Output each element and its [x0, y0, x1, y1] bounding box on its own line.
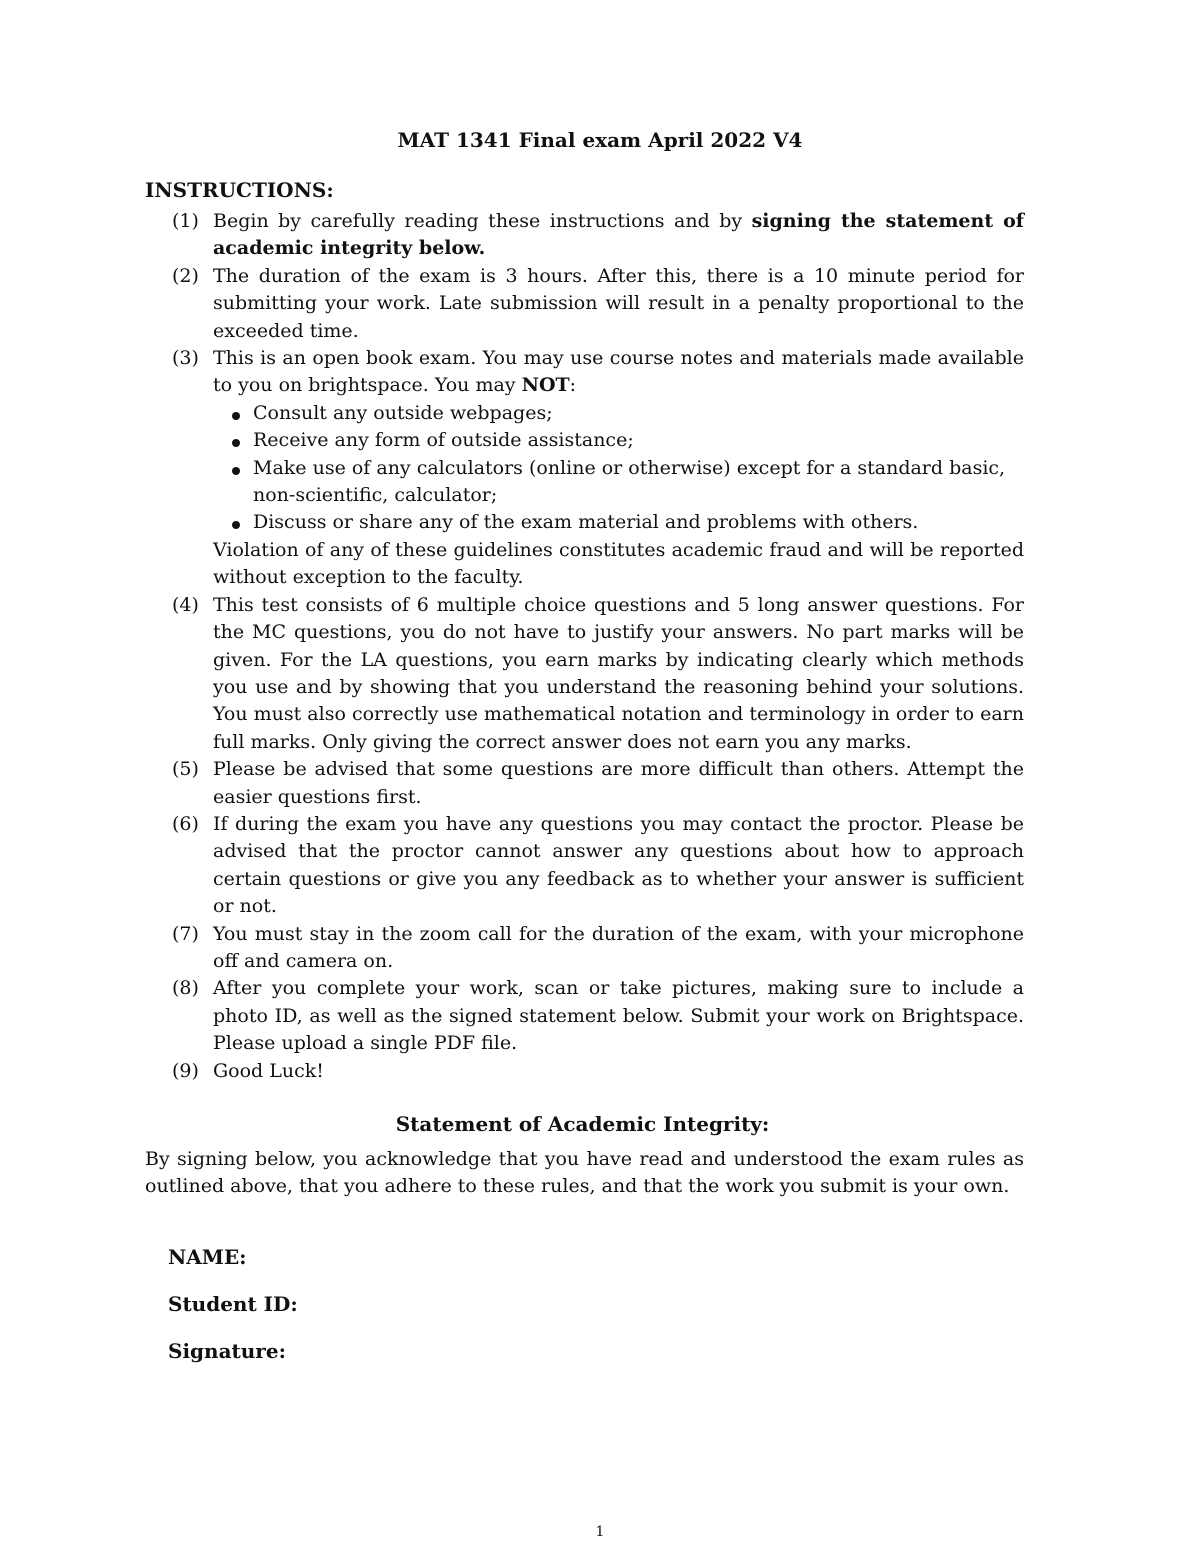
instruction-item: (1) Begin by carefully reading these instructions and by signing the statement of academic integrity below.	[172, 210, 1024, 260]
instructions-list	[172, 208, 1024, 1085]
instruction-text: You must stay in the zoom call for the duration of the exam, with your microphone off and camera on.	[213, 922, 1024, 972]
instruction-number: (7)	[172, 922, 199, 945]
student-id-field-label: Student ID:	[168, 1292, 298, 1316]
instruction-text: If during the exam you have any questions you may contact the proctor. Please be advised that the proctor cannot answer any questions about how to approach certain questions or give you any feedback as to whether your answer is sufficient or not.	[213, 812, 1024, 918]
instruction-number: (6)	[172, 812, 199, 835]
instruction-number: (2)	[172, 264, 199, 287]
instruction-number: (1)	[172, 210, 199, 232]
list-item: Consult any outside webpages;	[213, 400, 1024, 427]
signature-field-label: Signature:	[168, 1339, 286, 1363]
list-item: Make use of any calculators (online or otherwise) except for a standard basic, non-scientific, calculator;	[213, 455, 1024, 510]
instruction-number: (9)	[172, 1059, 199, 1082]
instruction-item	[172, 921, 1024, 976]
instruction-item	[172, 592, 1024, 756]
instruction-item: (3) This is an open book exam. You may use course notes and materials made available to you on brightspace. You may NOT: Consult any outside webpages; Receive any form of outside assistance; Make use of any calculators (online or otherwise) except for a standard basic, non-scientific, calculator; Discuss or share any of the exam material and problems with others. Violation of any of these guidelines constitutes academic fraud and will be reported without exception to the faculty.	[172, 345, 1024, 592]
instruction-item	[172, 263, 1024, 345]
restrictions-list	[213, 400, 1024, 537]
instructions-heading: INSTRUCTIONS:	[145, 178, 334, 202]
statement-text: By signing below, you acknowledge that you have read and understood the exam rules as outlined above, that you adhere to these rules, and that the work you submit is your own.	[145, 1148, 1024, 1198]
instruction-item	[172, 1058, 1024, 1085]
instruction-text: Good Luck!	[213, 1059, 324, 1082]
page-title: MAT 1341 Final exam April 2022 V4	[397, 128, 803, 152]
instruction-item	[172, 975, 1024, 1057]
instruction-text: The duration of the exam is 3 hours. After this, there is a 10 minute period for submitting your work. Late submission will result in a penalty proportional to the exceeded time.	[213, 264, 1024, 342]
name-field-label: NAME:	[168, 1245, 247, 1269]
instruction-text: After you complete your work, scan or take pictures, making sure to include a photo ID, as well as the signed statement below. Submit your work on Brightspace. Please upload a single PDF file.	[213, 977, 1024, 1055]
instruction-text: This test consists of 6 multiple choice questions and 5 long answer questions. For the MC questions, you do not have to justify your answers. No part marks will be given. For the LA questions, you earn marks by indicating clearly which methods you use and by showing that you understand the reasoning behind your solutions. You must also correctly use mathematical notation and terminology in order to earn full marks. Only giving the correct answer does not earn you any marks.	[213, 593, 1024, 753]
list-item: Discuss or share any of the exam material and problems with others.	[213, 509, 1024, 536]
instruction-item	[172, 811, 1024, 921]
statement-title: Statement of Academic Integrity:	[395, 1112, 770, 1136]
instruction-number: (8)	[172, 977, 199, 1000]
bullet-icon	[232, 439, 240, 447]
bullet-icon	[232, 521, 240, 529]
page-number: 1	[595, 1524, 605, 1540]
instruction-number: (3)	[172, 347, 199, 370]
instruction-item	[172, 756, 1024, 811]
instruction-number: (4)	[172, 593, 199, 616]
bullet-icon	[232, 467, 240, 475]
instruction-number: (5)	[172, 758, 199, 781]
violation-note: Violation of any of these guidelines constitutes academic fraud and will be reported without exception to the faculty.	[213, 538, 1024, 589]
instruction-text: Please be advised that some questions are more difficult than others. Attempt the easier questions first.	[213, 758, 1024, 808]
list-item: Receive any form of outside assistance;	[213, 427, 1024, 454]
bullet-icon	[232, 412, 240, 420]
